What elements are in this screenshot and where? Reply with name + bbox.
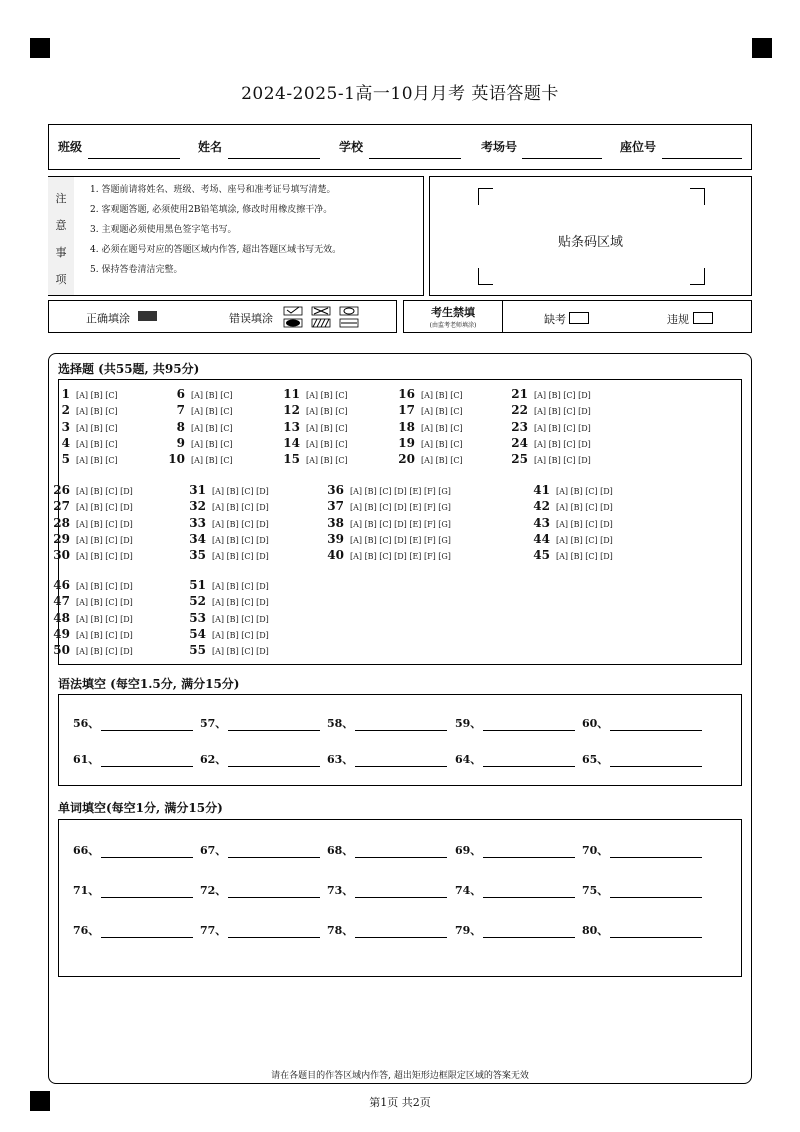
- question-number: 45: [533, 548, 550, 563]
- answer-bubbles[interactable]: [A] [B] [C] [D]: [534, 456, 591, 466]
- question-number: 54: [189, 626, 206, 641]
- blank-number: 70、: [582, 844, 609, 857]
- answer-bubbles[interactable]: [A] [B] [C] [D]: [556, 535, 613, 545]
- question-number: 53: [189, 610, 206, 625]
- question-number: 44: [533, 531, 550, 546]
- page-number: 第1页 共2页: [369, 1096, 431, 1109]
- choice-question: [188, 594, 269, 609]
- fill-blank: [327, 715, 447, 731]
- word-section-title: 单词填空(每空1分, 满分15分): [58, 801, 223, 815]
- answer-bubbles[interactable]: [A] [B] [C] [D]: [534, 439, 591, 449]
- question-number: 4: [61, 435, 70, 450]
- info-label-name: 姓名: [198, 140, 223, 154]
- choice-question: [326, 483, 451, 498]
- grammar-box: [58, 694, 742, 786]
- note-item: 5. 保持答卷清洁完整。: [90, 265, 183, 275]
- blank-number: 76、: [73, 924, 100, 937]
- choice-question: [52, 627, 133, 642]
- question-number: 22: [511, 403, 528, 418]
- fill-blank: [327, 922, 447, 938]
- answer-bubbles[interactable]: [A] [B] [C] [D]: [76, 519, 133, 529]
- barcode-corner-bl: [478, 268, 493, 285]
- choice-question: [52, 420, 118, 435]
- answer-bubbles[interactable]: [A] [B] [C] [D] [E] [F] [G]: [350, 552, 451, 562]
- answer-bubbles[interactable]: [A] [B] [C] [D]: [212, 614, 269, 624]
- question-number: 9: [176, 435, 185, 450]
- choice-question: [52, 594, 133, 609]
- answer-line[interactable]: [483, 845, 575, 858]
- blank-number: 67、: [200, 844, 227, 857]
- answer-bubbles[interactable]: [A] [B] [C]: [76, 391, 118, 400]
- blank-number: 79、: [455, 924, 482, 937]
- question-number: 24: [511, 435, 528, 450]
- answer-bubbles[interactable]: [A] [B] [C] [D]: [212, 503, 269, 513]
- answer-line[interactable]: [483, 718, 575, 731]
- answer-line[interactable]: [101, 754, 193, 767]
- choice-question: [52, 403, 118, 418]
- choice-question: [326, 548, 451, 563]
- choice-question: [188, 548, 269, 563]
- absent-checkbox[interactable]: [569, 312, 589, 324]
- correct-fill-label: 正确填涂: [86, 312, 130, 325]
- answer-line[interactable]: [355, 754, 447, 767]
- question-number: 20: [398, 452, 415, 467]
- forbidden-subtitle: (由监考老师填涂): [429, 322, 477, 329]
- choice-question: [167, 420, 233, 435]
- question-number: 11: [283, 387, 300, 401]
- question-number: 17: [398, 403, 415, 418]
- answer-bubbles[interactable]: [A] [B] [C] [D] [E] [F] [G]: [350, 503, 451, 513]
- question-number: 43: [533, 515, 550, 530]
- question-number: 13: [283, 419, 300, 434]
- correct-fill-sample: [138, 311, 157, 321]
- choice-question: [52, 578, 133, 593]
- question-number: 37: [327, 499, 344, 514]
- answer-line[interactable]: [355, 925, 447, 938]
- answer-line[interactable]: [228, 925, 320, 938]
- grammar-section-title: 语法填空 (每空1.5分, 满分15分): [58, 677, 240, 691]
- blank-number: 64、: [455, 753, 482, 766]
- info-label-class: 班级: [58, 140, 83, 154]
- fill-blank: [200, 715, 320, 731]
- question-number: 7: [176, 403, 185, 418]
- answer-bubbles[interactable]: [A] [B] [C] [D]: [76, 598, 133, 608]
- choice-question: [510, 403, 591, 418]
- answer-bubbles[interactable]: [A] [B] [C]: [76, 407, 118, 417]
- question-number: 48: [53, 610, 70, 625]
- fill-blank: [73, 751, 193, 767]
- question-number: 35: [189, 548, 206, 563]
- choice-question: [282, 420, 348, 435]
- choice-question: [326, 532, 451, 547]
- question-number: 39: [327, 531, 344, 546]
- answer-bubbles[interactable]: [A] [B] [C] [D]: [212, 519, 269, 529]
- choice-question: [326, 499, 451, 514]
- choice-question: [52, 483, 133, 498]
- choice-question: [282, 452, 348, 467]
- question-number: 8: [176, 419, 185, 434]
- answer-bubbles[interactable]: [A] [B] [C]: [191, 423, 233, 433]
- question-number: 30: [53, 548, 70, 563]
- answer-line[interactable]: [228, 885, 320, 898]
- choice-question: [532, 532, 613, 547]
- fill-blank: [455, 922, 575, 938]
- choice-question: [52, 387, 118, 402]
- question-number: 25: [511, 452, 528, 467]
- corner-mark-top-right: [752, 38, 772, 58]
- choice-question: [510, 436, 591, 451]
- notes-side-char: 注: [55, 192, 67, 205]
- fill-blank: [73, 882, 193, 898]
- answer-line[interactable]: [228, 845, 320, 858]
- question-number: 29: [53, 531, 70, 546]
- blank-number: 65、: [582, 753, 609, 766]
- question-number: 10: [168, 452, 185, 467]
- choice-question: [326, 516, 451, 531]
- blank-number: 58、: [327, 717, 354, 730]
- answer-line[interactable]: [610, 845, 702, 858]
- answer-bubbles[interactable]: [A] [B] [C]: [191, 407, 233, 417]
- blank-number: 56、: [73, 717, 100, 730]
- choice-question: [510, 420, 591, 435]
- question-number: 51: [189, 578, 206, 592]
- choice-question: [282, 436, 348, 451]
- question-number: 26: [53, 483, 70, 497]
- fill-blank: [200, 751, 320, 767]
- answer-line[interactable]: [610, 718, 702, 731]
- seat-field[interactable]: [662, 158, 742, 159]
- question-number: 47: [53, 594, 70, 609]
- choice-question: [52, 499, 133, 514]
- choice-question: [510, 452, 591, 467]
- answer-bubbles[interactable]: [A] [B] [C] [D]: [212, 552, 269, 562]
- choice-question: [397, 436, 463, 451]
- question-number: 27: [53, 499, 70, 514]
- question-number: 19: [398, 435, 415, 450]
- answer-line[interactable]: [355, 718, 447, 731]
- answer-line[interactable]: [228, 718, 320, 731]
- fill-blank: [200, 922, 320, 938]
- choice-question: [282, 387, 348, 402]
- answer-bubbles[interactable]: [A] [B] [C] [D]: [76, 582, 133, 591]
- answer-line[interactable]: [101, 885, 193, 898]
- choice-question: [188, 516, 269, 531]
- choice-question: [532, 516, 613, 531]
- answer-bubbles[interactable]: [A] [B] [C] [D]: [76, 647, 133, 657]
- fill-blank: [327, 842, 447, 858]
- answer-bubbles[interactable]: [A] [B] [C] [D]: [212, 598, 269, 608]
- note-item: 3. 主观题必须使用黑色签字笔书写。: [90, 225, 237, 235]
- blank-number: 75、: [582, 884, 609, 897]
- choice-question: [52, 516, 133, 531]
- answer-bubbles[interactable]: [A] [B] [C] [D]: [556, 519, 613, 529]
- answer-line[interactable]: [483, 925, 575, 938]
- fill-blank: [327, 882, 447, 898]
- answer-bubbles[interactable]: [A] [B] [C]: [421, 439, 463, 449]
- choice-question: [188, 611, 269, 626]
- question-number: 2: [61, 403, 70, 418]
- question-number: 42: [533, 499, 550, 514]
- note-item: 4. 必须在题号对应的答题区域内作答, 超出答题区域书写无效。: [90, 245, 342, 255]
- choice-question: [167, 403, 233, 418]
- blank-number: 63、: [327, 753, 354, 766]
- fill-blank: [582, 751, 702, 767]
- choice-question: [532, 499, 613, 514]
- blank-number: 73、: [327, 884, 354, 897]
- blank-number: 57、: [200, 717, 227, 730]
- choice-question: [167, 452, 233, 467]
- room-field[interactable]: [522, 158, 602, 159]
- answer-bubbles[interactable]: [A] [B] [C] [D]: [534, 391, 591, 400]
- answer-bubbles[interactable]: [A] [B] [C]: [191, 391, 233, 400]
- answer-bubbles[interactable]: [A] [B] [C] [D]: [76, 630, 133, 640]
- answer-bubbles[interactable]: [A] [B] [C] [D]: [76, 535, 133, 545]
- answer-bubbles[interactable]: [A] [B] [C] [D]: [534, 407, 591, 417]
- answer-line[interactable]: [610, 925, 702, 938]
- question-number: 33: [189, 515, 206, 530]
- fill-blank: [200, 842, 320, 858]
- choice-question: [167, 387, 233, 402]
- choice-question: [397, 387, 463, 402]
- choice-question: [188, 643, 269, 658]
- info-label-room: 考场号: [481, 140, 518, 154]
- answer-bubbles[interactable]: [A] [B] [C] [D] [E] [F] [G]: [350, 519, 451, 529]
- blank-number: 72、: [200, 884, 227, 897]
- choice-question: [52, 532, 133, 547]
- question-number: 3: [61, 419, 70, 434]
- notes-side-char: 事: [55, 246, 67, 259]
- choice-question: [510, 387, 591, 402]
- answer-line[interactable]: [228, 754, 320, 767]
- question-number: 55: [189, 643, 206, 658]
- choice-question: [282, 403, 348, 418]
- answer-bubbles[interactable]: [A] [B] [C]: [421, 456, 463, 466]
- barcode-corner-br: [690, 268, 705, 285]
- blank-number: 80、: [582, 924, 609, 937]
- choice-question: [532, 483, 613, 498]
- question-number: 21: [511, 387, 528, 401]
- answer-line[interactable]: [101, 718, 193, 731]
- choice-question: [52, 436, 118, 451]
- barcode-corner-tr: [690, 188, 705, 205]
- question-number: 28: [53, 515, 70, 530]
- blank-number: 59、: [455, 717, 482, 730]
- notes-side-char: 意: [55, 219, 67, 232]
- info-label-school: 学校: [339, 140, 364, 154]
- notes-side-char: 项: [55, 273, 67, 286]
- question-number: 38: [327, 515, 344, 530]
- wrong-fill-samples: [283, 305, 363, 329]
- answer-bubbles[interactable]: [A] [B] [C]: [306, 439, 348, 449]
- class-field[interactable]: [88, 158, 180, 159]
- answer-bubbles[interactable]: [A] [B] [C]: [421, 423, 463, 433]
- question-number: 36: [327, 483, 344, 497]
- blank-number: 78、: [327, 924, 354, 937]
- answer-bubbles[interactable]: [A] [B] [C] [D]: [212, 647, 269, 657]
- blank-number: 68、: [327, 844, 354, 857]
- corner-mark-top-left: [30, 38, 50, 58]
- fill-blank: [73, 922, 193, 938]
- question-number: 34: [189, 531, 206, 546]
- answer-bubbles[interactable]: [A] [B] [C] [D] [E] [F] [G]: [350, 535, 451, 545]
- choice-question: [52, 548, 133, 563]
- blank-number: 77、: [200, 924, 227, 937]
- answer-bubbles[interactable]: [A] [B] [C] [D]: [212, 487, 269, 496]
- question-number: 14: [283, 435, 300, 450]
- info-label-seat: 座位号: [620, 140, 657, 154]
- answer-line[interactable]: [610, 754, 702, 767]
- question-number: 31: [189, 483, 206, 497]
- fill-blank: [73, 715, 193, 731]
- absent-label: 缺考: [544, 313, 566, 326]
- fill-blank: [455, 882, 575, 898]
- answer-bubbles[interactable]: [A] [B] [C] [D]: [556, 552, 613, 562]
- fill-blank: [200, 882, 320, 898]
- school-field[interactable]: [369, 158, 461, 159]
- answer-line[interactable]: [610, 885, 702, 898]
- choice-question: [52, 611, 133, 626]
- question-number: 1: [61, 387, 70, 401]
- question-number: 5: [61, 452, 70, 467]
- answer-bubbles[interactable]: [A] [B] [C]: [306, 423, 348, 433]
- answer-bubbles[interactable]: [A] [B] [C] [D]: [212, 630, 269, 640]
- fill-blank: [455, 842, 575, 858]
- answer-line[interactable]: [483, 885, 575, 898]
- blank-number: 62、: [200, 753, 227, 766]
- question-number: 41: [533, 483, 550, 497]
- answer-bubbles[interactable]: [A] [B] [C]: [306, 391, 348, 400]
- fill-blank: [327, 751, 447, 767]
- choice-question: [188, 532, 269, 547]
- answer-bubbles[interactable]: [A] [B] [C] [D]: [76, 614, 133, 624]
- choice-question: [532, 548, 613, 563]
- answer-bubbles[interactable]: [A] [B] [C]: [306, 456, 348, 466]
- choice-question: [52, 452, 118, 467]
- choice-question: [397, 403, 463, 418]
- choice-question: [397, 452, 463, 467]
- choice-question: [188, 499, 269, 514]
- answer-bubbles[interactable]: [A] [B] [C] [D]: [76, 552, 133, 562]
- question-number: 16: [398, 387, 415, 401]
- answer-line[interactable]: [355, 885, 447, 898]
- choice-question: [167, 436, 233, 451]
- question-number: 12: [283, 403, 300, 418]
- choice-question: [52, 643, 133, 658]
- answer-bubbles[interactable]: [A] [B] [C] [D]: [556, 487, 613, 496]
- choice-question: [188, 578, 269, 593]
- violation-label: 违规: [667, 313, 689, 326]
- answer-bubbles[interactable]: [A] [B] [C] [D]: [212, 582, 269, 591]
- answer-bubbles[interactable]: [A] [B] [C]: [306, 407, 348, 417]
- blank-number: 69、: [455, 844, 482, 857]
- question-number: 23: [511, 419, 528, 434]
- question-number: 6: [176, 387, 185, 401]
- question-number: 15: [283, 452, 300, 467]
- question-number: 40: [327, 548, 344, 563]
- fill-blank: [582, 715, 702, 731]
- violation-checkbox[interactable]: [693, 312, 713, 324]
- blank-number: 60、: [582, 717, 609, 730]
- note-item: 1. 答题前请将姓名、班级、考场、座号和准考证号填写清楚。: [90, 185, 336, 195]
- blank-number: 66、: [73, 844, 100, 857]
- blank-number: 61、: [73, 753, 100, 766]
- answer-bubbles[interactable]: [A] [B] [C]: [76, 456, 118, 466]
- answer-bubbles[interactable]: [A] [B] [C] [D]: [534, 423, 591, 433]
- answer-bubbles[interactable]: [A] [B] [C] [D]: [212, 535, 269, 545]
- answer-line[interactable]: [483, 754, 575, 767]
- barcode-corner-tl: [478, 188, 493, 205]
- blank-number: 74、: [455, 884, 482, 897]
- question-number: 50: [53, 643, 70, 658]
- wrong-fill-label: 错误填涂: [229, 312, 273, 325]
- answer-bubbles[interactable]: [A] [B] [C] [D]: [556, 503, 613, 513]
- fill-blank: [582, 842, 702, 858]
- note-item: 2. 客观题答题, 必须使用2B铅笔填涂, 修改时用橡皮擦干净。: [90, 205, 333, 215]
- footer-note: 请在各题目的作答区域内作答, 超出矩形边框限定区域的答案无效: [271, 1071, 529, 1081]
- answer-bubbles[interactable]: [A] [B] [C] [D]: [76, 487, 133, 496]
- fill-blank: [582, 922, 702, 938]
- barcode-label: 贴条码区域: [557, 235, 623, 250]
- answer-bubbles[interactable]: [A] [B] [C]: [76, 423, 118, 433]
- forbidden-title: 考生禁填: [431, 306, 475, 319]
- choice-section-title: 选择题 (共55题, 共95分): [58, 362, 200, 376]
- answer-bubbles[interactable]: [A] [B] [C]: [421, 391, 463, 400]
- answer-line[interactable]: [101, 845, 193, 858]
- fill-blank: [582, 882, 702, 898]
- answer-bubbles[interactable]: [A] [B] [C]: [421, 407, 463, 417]
- page-title: 2024-2025-1高一10月月考 英语答题卡: [241, 84, 559, 104]
- answer-bubbles[interactable]: [A] [B] [C]: [191, 456, 233, 466]
- fill-blank: [455, 715, 575, 731]
- question-number: 49: [53, 626, 70, 641]
- question-number: 18: [398, 419, 415, 434]
- answer-line[interactable]: [355, 845, 447, 858]
- choice-question: [188, 627, 269, 642]
- blank-number: 71、: [73, 884, 100, 897]
- fill-blank: [73, 842, 193, 858]
- fill-blank: [455, 751, 575, 767]
- answer-bubbles[interactable]: [A] [B] [C] [D] [E] [F] [G]: [350, 487, 451, 496]
- question-number: 46: [53, 578, 70, 592]
- choice-question: [188, 483, 269, 498]
- answer-bubbles[interactable]: [A] [B] [C]: [191, 439, 233, 449]
- answer-line[interactable]: [101, 925, 193, 938]
- answer-bubbles[interactable]: [A] [B] [C] [D]: [76, 503, 133, 513]
- choice-question: [397, 420, 463, 435]
- answer-bubbles[interactable]: [A] [B] [C]: [76, 439, 118, 449]
- question-number: 52: [189, 594, 206, 609]
- name-field[interactable]: [228, 158, 320, 159]
- question-number: 32: [189, 499, 206, 514]
